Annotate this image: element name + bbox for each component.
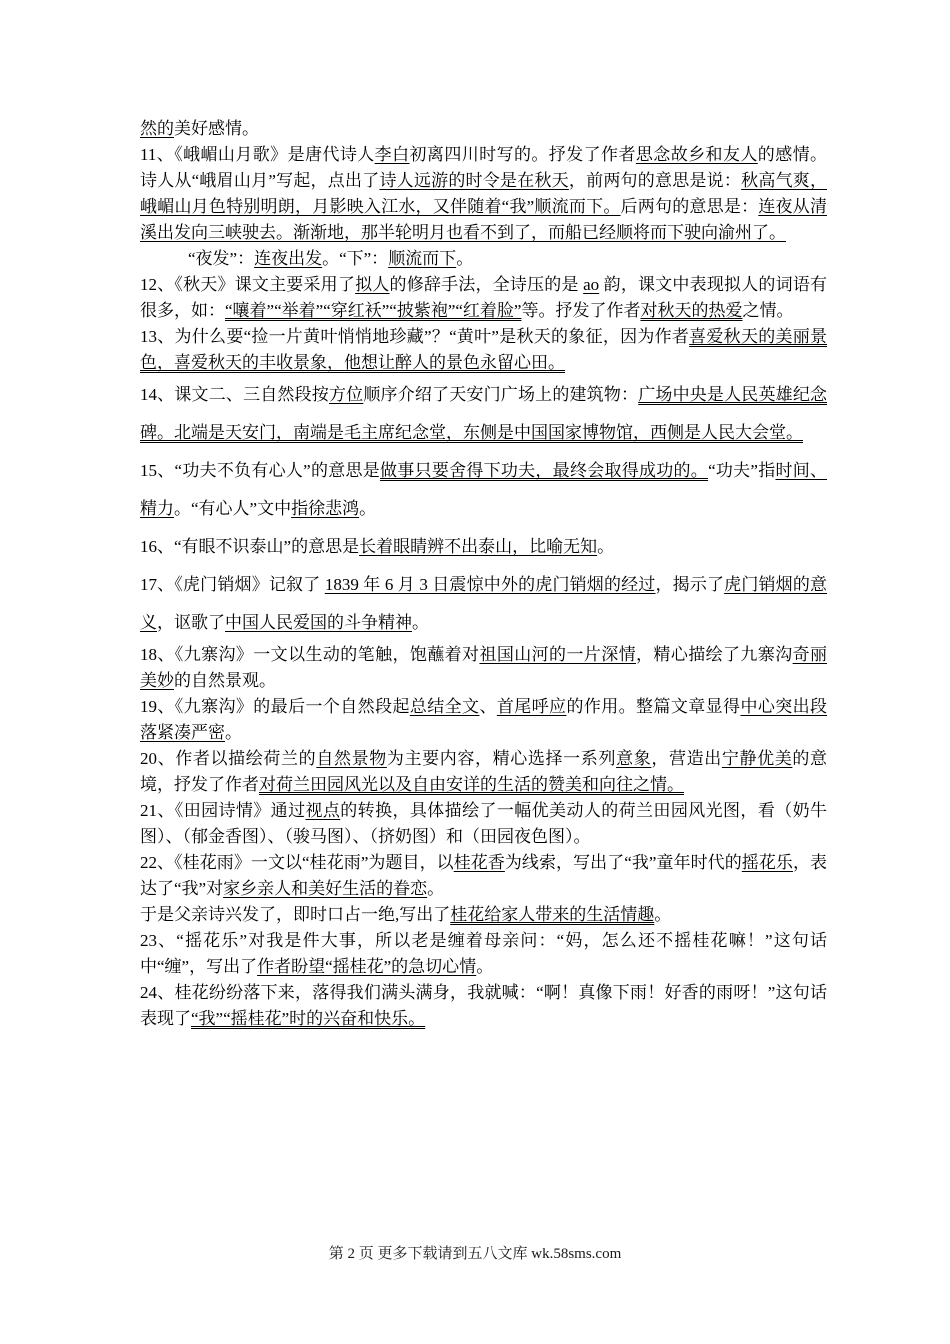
text-segment: 然的 (140, 119, 174, 138)
text-segment: 奇丽美妙 (140, 645, 828, 690)
text-segment: 20、作者以描绘荷兰的 (140, 749, 317, 768)
text-segment: 桂花给家人带来的生活情趣 (450, 905, 655, 924)
text-segment: 13、为什么要“捡一片黄叶悄悄地珍藏”？“黄叶”是秋天的象征，因为作者 (140, 327, 690, 346)
item-13 (140, 324, 827, 376)
text-segment: 24、桂花纷纷落下来，落得我们满头满身，我就喊：“啊！真像下雨！好香的雨呀！”这句话表现了 (140, 983, 827, 1028)
text-segment: 自然景物 (316, 749, 387, 768)
text-segment: 15、“功夫不负有心人”的意思是 (140, 461, 381, 480)
item-21 (140, 798, 827, 850)
text-segment: 喜爱秋天的美丽景色，喜爱秋天的丰收景象，他想让醉人的景色永留心田。 (140, 327, 828, 372)
item-18 (140, 642, 827, 694)
text-segment: “我”“摇桂花”时的兴奋和快乐。 (191, 1009, 426, 1028)
text-segment: 16、“有眼不识泰山”的意思是 (140, 537, 360, 556)
text-segment: 拟人 (355, 275, 390, 294)
item-16 (140, 528, 827, 566)
text-segment: 方位 (328, 385, 364, 404)
text-segment: 19、《九寨沟》的最后一个自然段起 (140, 697, 410, 716)
item-11 (140, 142, 827, 246)
text-segment: 李白 (374, 145, 410, 164)
text-segment: 等。抒发了作者 (521, 301, 641, 320)
text-segment: 思念故乡和友人 (635, 145, 758, 164)
text-segment: 视点 (305, 801, 341, 820)
text-segment: 广场中央是人民英雄纪念碑。北端是天安门，南端是毛主席纪念堂，东侧是中国国家博物馆，西侧是人民大会堂。 (140, 385, 828, 442)
text-segment: 的作用。整篇文章显得 (566, 697, 741, 716)
text-segment: 。 (654, 905, 672, 924)
text-segment: 之情。 (742, 301, 794, 320)
text-segment: 首尾呼应 (496, 697, 567, 716)
text-segment: 时间、精力 (140, 461, 828, 518)
text-segment: 韵，课文中表现拟人的词语有很多，如： (140, 275, 828, 320)
text-segment: 。“下”： (322, 249, 389, 268)
text-segment: 。 (456, 249, 474, 268)
page-footer (0, 1242, 950, 1263)
text-segment: ，讴歌了 (157, 613, 225, 632)
item-17 (140, 566, 827, 642)
text-segment: 顺序介绍了天安门广场上的建筑物： (363, 385, 639, 404)
item-15 (140, 452, 827, 528)
text-segment: 的自然景观。 (174, 671, 276, 690)
text-segment: 为线索，写出了“我”童年时代的 (504, 853, 742, 872)
text-segment: ao (583, 275, 600, 294)
text-segment: 23、“摇花乐”对我是件大事，所以老是缠着母亲问：“妈，怎么还不摇桂花嘛！”这句话中“缠”，写出了 (140, 931, 827, 976)
text-segment: 对秋天的热爱 (640, 301, 743, 320)
item-24 (140, 980, 827, 1032)
text-segment: 长着眼睛辨不出泰山，比喻无知 (359, 537, 598, 556)
text-segment: 美好感情。 (174, 119, 259, 138)
text-segment: ，揭示了 (655, 575, 725, 594)
item-12 (140, 272, 827, 324)
text-segment: 的修辞手法，全诗压的是 (389, 275, 584, 294)
text-segment: 为主要内容，精心选择一系列 (386, 749, 617, 768)
text-segment: 12、《秋天》课文主要采用了 (140, 275, 356, 294)
text-segment: ，精心描绘了九寨沟 (636, 645, 793, 664)
text-segment: ，表达了“我”对 (140, 853, 828, 898)
text-segment: 宁静优美 (721, 749, 793, 768)
item-19 (140, 694, 827, 746)
item-20 (140, 746, 827, 798)
text-segment: 摇花乐 (741, 853, 793, 872)
item-14 (140, 376, 827, 452)
text-segment: 顺流而下 (388, 249, 457, 268)
footer-text: 第 2 页 更多下载请到五八文库 wk.58sms.com (328, 1246, 622, 1262)
text-segment: 的感情。诗人从“峨眉山月”写起，点出了 (140, 145, 828, 190)
item-22 (140, 850, 827, 902)
paragraph-continuation (140, 116, 827, 142)
text-segment: 11、《峨嵋山月歌》是唐代诗人 (140, 145, 375, 164)
text-segment: 的意境，抒发了作者 (140, 749, 828, 794)
text-segment: 虎门销烟的意义 (140, 575, 828, 632)
item-11-note (140, 246, 827, 272)
text-segment: 总结全文 (409, 697, 480, 716)
text-segment: 秋高气爽，峨嵋山月色特别明朗，月影映入江水，又伴随着“我”顺流而下。 (140, 171, 828, 216)
text-segment: 意象 (616, 749, 652, 768)
text-segment: 。 (427, 879, 445, 898)
text-segment: “功夫”指 (708, 461, 776, 480)
text-segment: 指徐悲鸿 (291, 499, 360, 518)
text-segment: 中心突出段落紧凑严密 (140, 697, 828, 742)
text-segment: 。 (412, 613, 429, 632)
text-segment: 中国人民爱国的斗争精神 (225, 613, 412, 632)
document-body (140, 116, 827, 1032)
text-segment: 连夜出发 (254, 249, 323, 268)
text-segment: 。 (597, 537, 615, 556)
text-segment: 对荷兰田园风光以及自由安详的生活的赞美和向往之情。 (259, 775, 684, 794)
text-segment: 。 (225, 723, 242, 742)
text-segment: “夜发”： (188, 249, 255, 268)
text-segment: 、 (479, 697, 497, 716)
text-segment: 家乡亲人和美好生活的眷恋 (223, 879, 428, 898)
text-segment: 。 (476, 957, 494, 976)
text-segment: 做事只要舍得下功夫，最终会取得成功的。 (380, 461, 709, 480)
text-segment: 22、《桂花雨》一文以“桂花雨”为题目，以 (140, 853, 454, 872)
text-segment: 诗人远游的时令是在秋天 (379, 171, 569, 190)
text-segment: 作者盼望“摇桂花”的急切心情 (257, 957, 477, 976)
text-segment: 祖国山河的一片深情 (479, 645, 637, 664)
text-segment: 连夜从清溪出发向三峡驶去。渐渐地，那半轮明月也看不到了，而船已经顺将而下驶向渝州了。 (140, 197, 827, 242)
text-segment: 1839 年 6 月 3 日震惊中外的虎门销烟的经过 (324, 575, 656, 594)
text-segment: 桂花香 (453, 853, 505, 872)
text-segment: 。 (359, 499, 377, 518)
text-segment: 后两句的意思是： (620, 197, 759, 216)
text-segment: 14、课文二、三自然段按 (140, 385, 329, 404)
text-segment: 的转换，具体描绘了一幅优美动人的荷兰田园风光图，看（奶牛图）、（郁金香图）、（骏马图）、（挤奶图）和（田园夜色图）。 (140, 801, 828, 846)
text-segment: “嚷着”“举着”“穿红袄”“披紫袍”“红着脸” (225, 301, 522, 320)
text-segment: 17、《虎门销烟》记叙了 (140, 575, 325, 594)
text-segment: 于是父亲诗兴发了，即时口占一绝,写出了 (140, 905, 451, 924)
text-segment: 初离四川时写的。抒发了作者 (409, 145, 636, 164)
item-23 (140, 928, 827, 980)
text-segment: 21、《田园诗情》通过 (140, 801, 306, 820)
item-22-note (140, 902, 827, 928)
text-segment: ，前两句的意思是说： (568, 171, 742, 190)
text-segment: 18、《九寨沟》一文以生动的笔触，饱蘸着对 (140, 645, 480, 664)
text-segment: ，营造出 (651, 749, 722, 768)
text-segment: 。“有心人”文中 (174, 499, 292, 518)
